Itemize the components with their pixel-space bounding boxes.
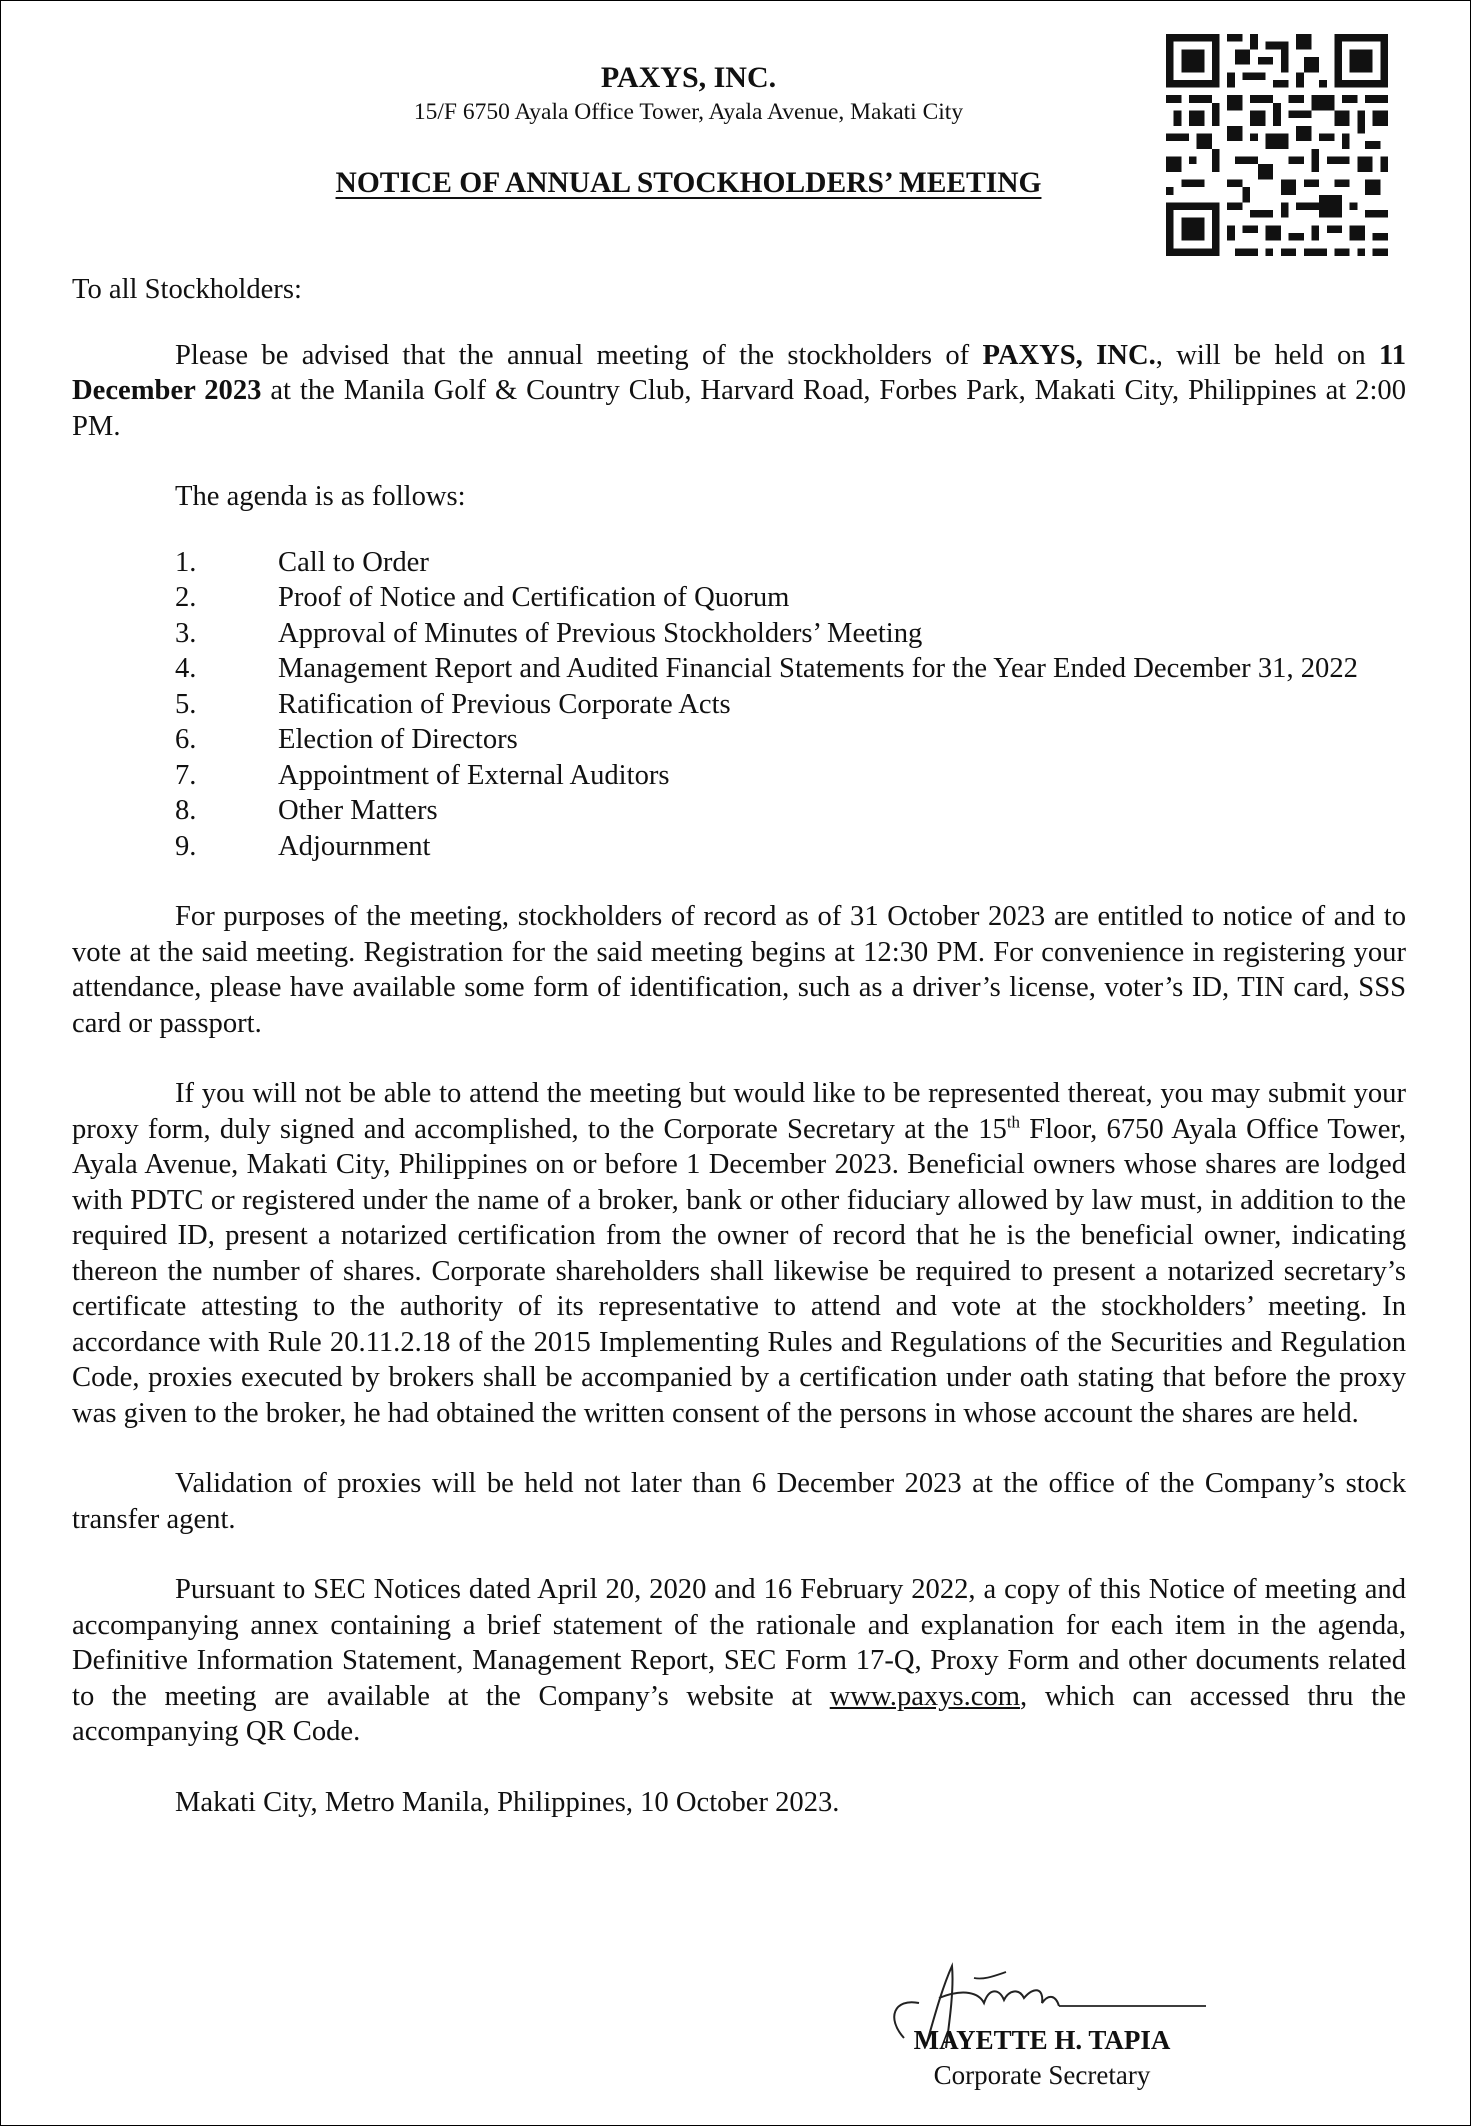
signer-title: Corporate Secretary [933,2060,1151,2090]
proxy-paragraph [72,1076,1406,1431]
agenda-item [72,829,1406,865]
signer-name: MAYETTE H. TAPIA [913,2025,1171,2055]
agenda-item-text: Proof of Notice and Certification of Quorum [278,582,790,613]
agenda-item-number: 2. [175,582,197,613]
agenda-item-number: 1. [175,546,197,578]
validation-paragraph: Validation of proxies will be held not later than 6 December 2023 at the office of the Company’s stock transfer agent. [72,1468,1406,1535]
intro-text-after: at the Manila Golf & Country Club, Harvard Road, Forbes Park, Makati City, Philippines at 2:00 PM. [72,375,1406,442]
agenda-item-text: Management Report and Audited Financial Statements for the Year Ended December 31, 2022 [278,653,1358,684]
agenda-item-text: Appointment of External Auditors [278,759,670,791]
agenda-intro: The agenda is as follows: [175,481,466,512]
company-address: 15/F 6750 Ayala Office Tower, Ayala Avenue, Makati City [413,99,964,125]
intro-text-middle: , will be held on [1155,339,1379,371]
qr-code-icon[interactable] [1166,34,1388,256]
intro-company-name: PAXYS, INC. [982,339,1156,371]
agenda-item-number: 6. [175,724,197,755]
meeting-date: 11 December 2023 [72,339,1406,406]
sec-notice-paragraph [72,1572,1406,1750]
agenda-item-text: Adjournment [278,830,431,862]
agenda-item-number: 8. [175,795,197,826]
floor-ordinal-superscript: th [1006,1111,1021,1131]
agenda-item-text: Ratification of Previous Corporate Acts [278,688,731,720]
sec-text-after: , which can accessed thru the accompanying QR Code. [72,1680,1406,1747]
proxy-text-before: If you will not be able to attend the meeting but would like to be represented thereat, you may submit your proxy form, duly signed and accomplished, to the Corporate Secretary at the 15 [72,1078,1406,1145]
company-name: PAXYS, INC. [600,61,777,94]
agenda-item [72,793,1406,829]
agenda-item [72,722,1406,758]
agenda-item-number: 4. [175,653,197,684]
agenda-item [72,580,1406,616]
company-website-link[interactable]: www.paxys.com [829,1680,1021,1712]
agenda-list [72,545,1406,865]
agenda-item-number: 7. [175,759,197,791]
agenda-item [72,651,1406,687]
agenda-item [72,687,1406,723]
agenda-item-number: 3. [175,617,197,649]
notice-body [72,272,1406,1820]
agenda-item-number: 9. [175,830,197,862]
agenda-item-text: Approval of Minutes of Previous Stockholders’ Meeting [278,617,923,649]
agenda-item [72,758,1406,794]
signature-block [72,1958,1406,2108]
agenda-item-text: Call to Order [278,546,429,578]
notice-title: NOTICE OF ANNUAL STOCKHOLDERS’ MEETING [335,167,1042,199]
proxy-text-after: Floor, 6750 Ayala Office Tower, Ayala Avenue, Makati City, Philippines on or before 1 December 2023. Beneficial owners whose shares are lodged with PDTC or registered under the name of a broker, bank or other fiduciary allowed by law must, in addition to the required ID, present a notarized certification from the owner of record that he is the beneficial owner, indicating thereon the number of shares. Corporate shareholders shall likewise be required to present a notarized secretary’s certificate attesting to the authority of its representative to attend and vote at the stockholders’ meeting. In accordance with Rule 20.11.2.18 of the 2015 Implementing Rules and Regulations of the Securities and Regulation Code, proxies executed by brokers shall be accompanied by a certification under oath stating that before the proxy was given to the broker, he had obtained the written consent of the persons in whose account the shares are held. [72,1113,1406,1429]
salutation: To all Stockholders: [72,274,302,305]
sec-text-before: Pursuant to SEC Notices dated April 20, 2020 and 16 February 2022, a copy of this Notice of meeting and accompanying annex containing a brief statement of the rationale and explanation for each item in the agenda, Definitive Information Statement, Management Report, SEC Form 17-Q, Proxy Form and other documents related to the meeting are available at the Company’s website at [72,1574,1406,1712]
place-and-date: Makati City, Metro Manila, Philippines, 10 October 2023. [175,1786,840,1818]
agenda-item-number: 5. [175,688,197,720]
agenda-item [72,545,1406,581]
intro-text-before: Please be advised that the annual meeting of the stockholders of [175,339,983,371]
agenda-item-text: Election of Directors [278,724,518,755]
agenda-item-text: Other Matters [278,795,438,826]
record-date-paragraph: For purposes of the meeting, stockholders of record as of 31 October 2023 are entitled to notice of and to vote at the said meeting. Registration for the said meeting begins at 12:30 PM. For convenience in registering your attendance, please have available some form of identification, such as a driver’s license, voter’s ID, TIN card, SSS card or passport. [72,901,1406,1039]
agenda-item [72,616,1406,652]
intro-paragraph [72,338,1406,445]
